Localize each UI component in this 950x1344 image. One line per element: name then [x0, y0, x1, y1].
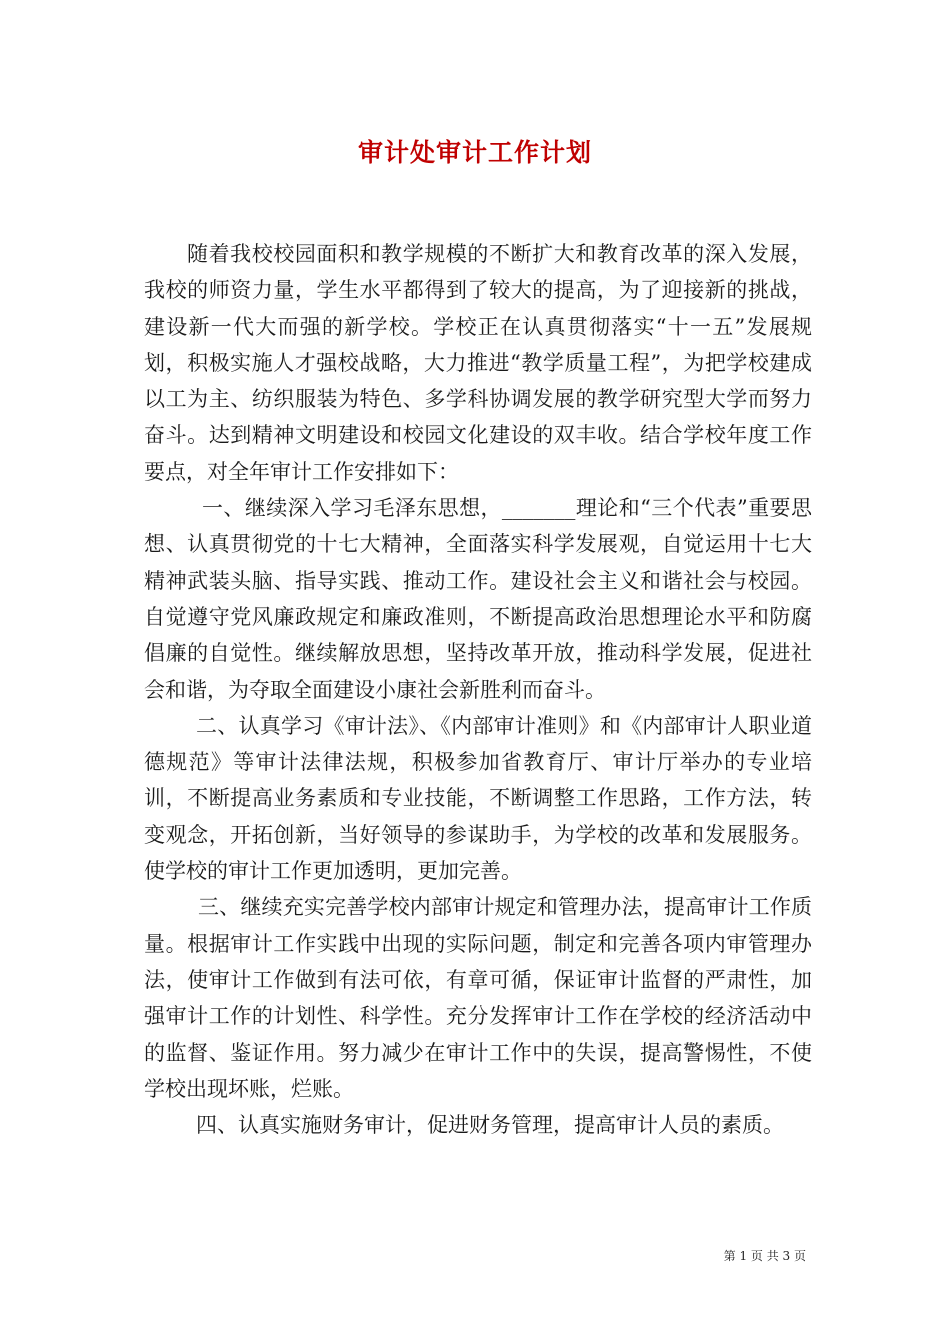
page-number-footer: 第 1 页 共 3 页: [723, 1249, 806, 1263]
paragraph-item-3: 三、继续充实完善学校内部审计规定和管理办法，提高审计工作质量。根据审计工作实践中出现的实际问题，制定和完善各项内审管理办法，使审计工作做到有法可依，有章可循，保证审计监督的严肃性，加强审计工作的计划性、科学性。充分发挥审计工作在学校的经济活动中的监督、鉴证作用。努力减少在审计工作中的失误，提高警惕性，不使学校出现坏账，烂账。: [144, 895, 812, 1101]
document-title: 审计处审计工作计划: [357, 138, 592, 167]
paragraph-intro: 随着我校校园面积和教学规模的不断扩大和教育改革的深入发展，我校的师资力量，学生水平都得到了较大的提高，为了迎接新的挑战，建设新一代大而强的新学校。学校正在认真贯彻落实“十一五”发展规划，积极实施人才强校战略，大力推进“教学质量工程”，为把学校建成以工为主、纺织服装为特色、多学科协调发展的教学研究型大学而努力奋斗。达到精神文明建设和校园文化建设的双丰收。结合学校年度工作要点，对全年审计工作安排如下：: [144, 242, 812, 484]
paragraph-item-4: 四、认真实施财务审计，促进财务管理，提高审计人员的素质。: [196, 1113, 784, 1138]
paragraph-item-1: 一、继续深入学习毛泽东思想，_______理论和“三个代表”重要思想、认真贯彻党的十七大精神，全面落实科学发展观，自觉运用十七大精神武装头脑、指导实践、推动工作。建设社会主义和谐社会与校园。自觉遵守党风廉政规定和廉政准则，不断提高政治思想理论水平和防腐倡廉的自觉性。继续解放思想，坚持改革开放，推动科学发展，促进社会和谐，为夺取全面建设小康社会新胜利而奋斗。: [144, 496, 812, 702]
document-body: [144, 236, 812, 1143]
paragraph-item-2: 二、认真学习《审计法》、《内部审计准则》和《内部审计人职业道德规范》等审计法律法规，积极参加省教育厅、审计厅举办的专业培训，不断提高业务素质和专业技能，不断调整工作思路，工作方法，转变观念，开拓创新，当好领导的参谋助手，为学校的改革和发展服务。使学校的审计工作更加透明，更加完善。: [144, 713, 812, 884]
